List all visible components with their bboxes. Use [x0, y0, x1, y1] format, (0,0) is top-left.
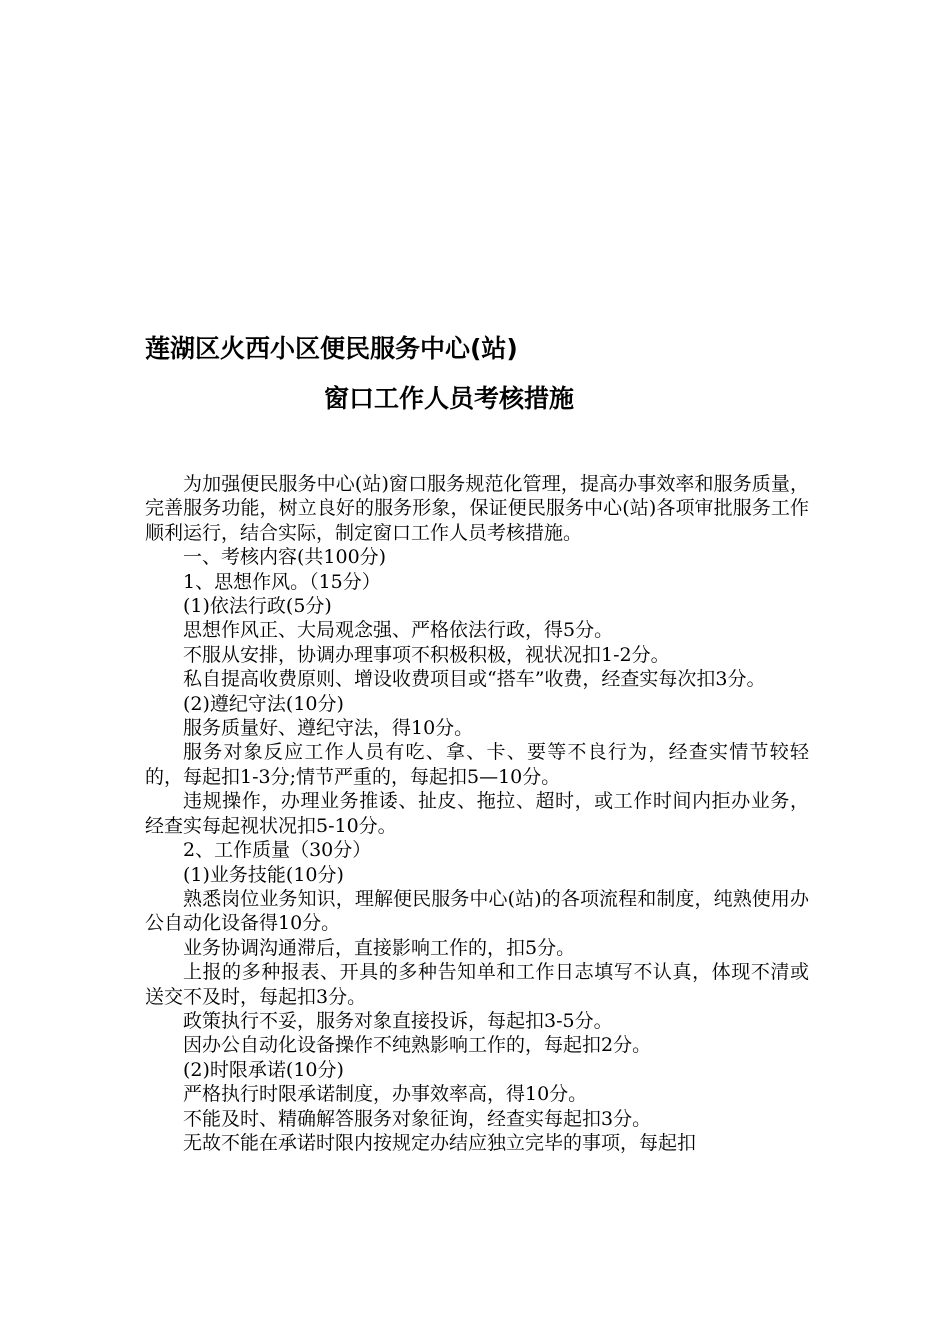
- paragraph: 服务对象反应工作人员有吃、拿、卡、要等不良行为，经查实情节较轻的，每起扣1-3分;情节严重的，每起扣5—10分。: [145, 741, 809, 788]
- paragraph: 不能及时、精确解答服务对象征询，经查实每起扣3分。: [183, 1107, 652, 1130]
- subsection-heading: 1、思想作风。（15分）: [183, 570, 381, 593]
- document-subtitle: 窗口工作人员考核措施: [324, 384, 575, 413]
- item-heading: (1)业务技能(10分): [183, 863, 344, 886]
- subsection-heading: 2、工作质量（30分）: [183, 839, 372, 862]
- item-heading: (1)依法行政(5分): [183, 595, 332, 618]
- paragraph: 政策执行不妥，服务对象直接投诉，每起扣3-5分。: [183, 1009, 613, 1032]
- item-heading: (2)遵纪守法(10分): [183, 692, 344, 715]
- section-heading: 一、考核内容(共100分): [183, 546, 387, 569]
- intro-paragraph: 为加强便民服务中心(站)窗口服务规范化管理，提高办事效率和服务质量，完善服务功能，树立良好的服务形象，保证便民服务中心(站)各项审批服务工作顺利运行，结合实际，制定窗口工作人员考核措施。: [145, 473, 809, 544]
- paragraph: 无故不能在承诺时限内按规定办结应独立完毕的事项，每起扣: [183, 1131, 697, 1154]
- paragraph: 严格执行时限承诺制度，办事效率高，得10分。: [183, 1083, 588, 1106]
- item-heading: (2)时限承诺(10分): [183, 1058, 344, 1081]
- paragraph: 思想作风正、大局观念强、严格依法行政，得5分。: [183, 619, 614, 642]
- document-body: [145, 472, 809, 1155]
- document-title: 莲湖区火西小区便民服务中心(站): [145, 334, 518, 363]
- paragraph: 服务质量好、遵纪守法，得10分。: [183, 717, 474, 740]
- paragraph: 上报的多种报表、开具的多种告知单和工作日志填写不认真，体现不清或送交不及时，每起扣3分。: [145, 961, 809, 1008]
- paragraph: 因办公自动化设备操作不纯熟影响工作的，每起扣2分。: [183, 1034, 652, 1057]
- paragraph: 业务协调沟通滞后，直接影响工作的，扣5分。: [183, 936, 576, 959]
- paragraph: 熟悉岗位业务知识，理解便民服务中心(站)的各项流程和制度，纯熟使用办公自动化设备得10分。: [145, 887, 809, 935]
- paragraph: 违规操作，办理业务推诿、扯皮、拖拉、超时，或工作时间内拒办业务，经查实每起视状况扣5-10分。: [145, 790, 809, 837]
- paragraph: 私自提高收费原则、增设收费项目或“搭车”收费，经查实每次扣3分。: [183, 668, 766, 691]
- paragraph: 不服从安排，协调办理事项不积极积极，视状况扣1-2分。: [183, 643, 670, 666]
